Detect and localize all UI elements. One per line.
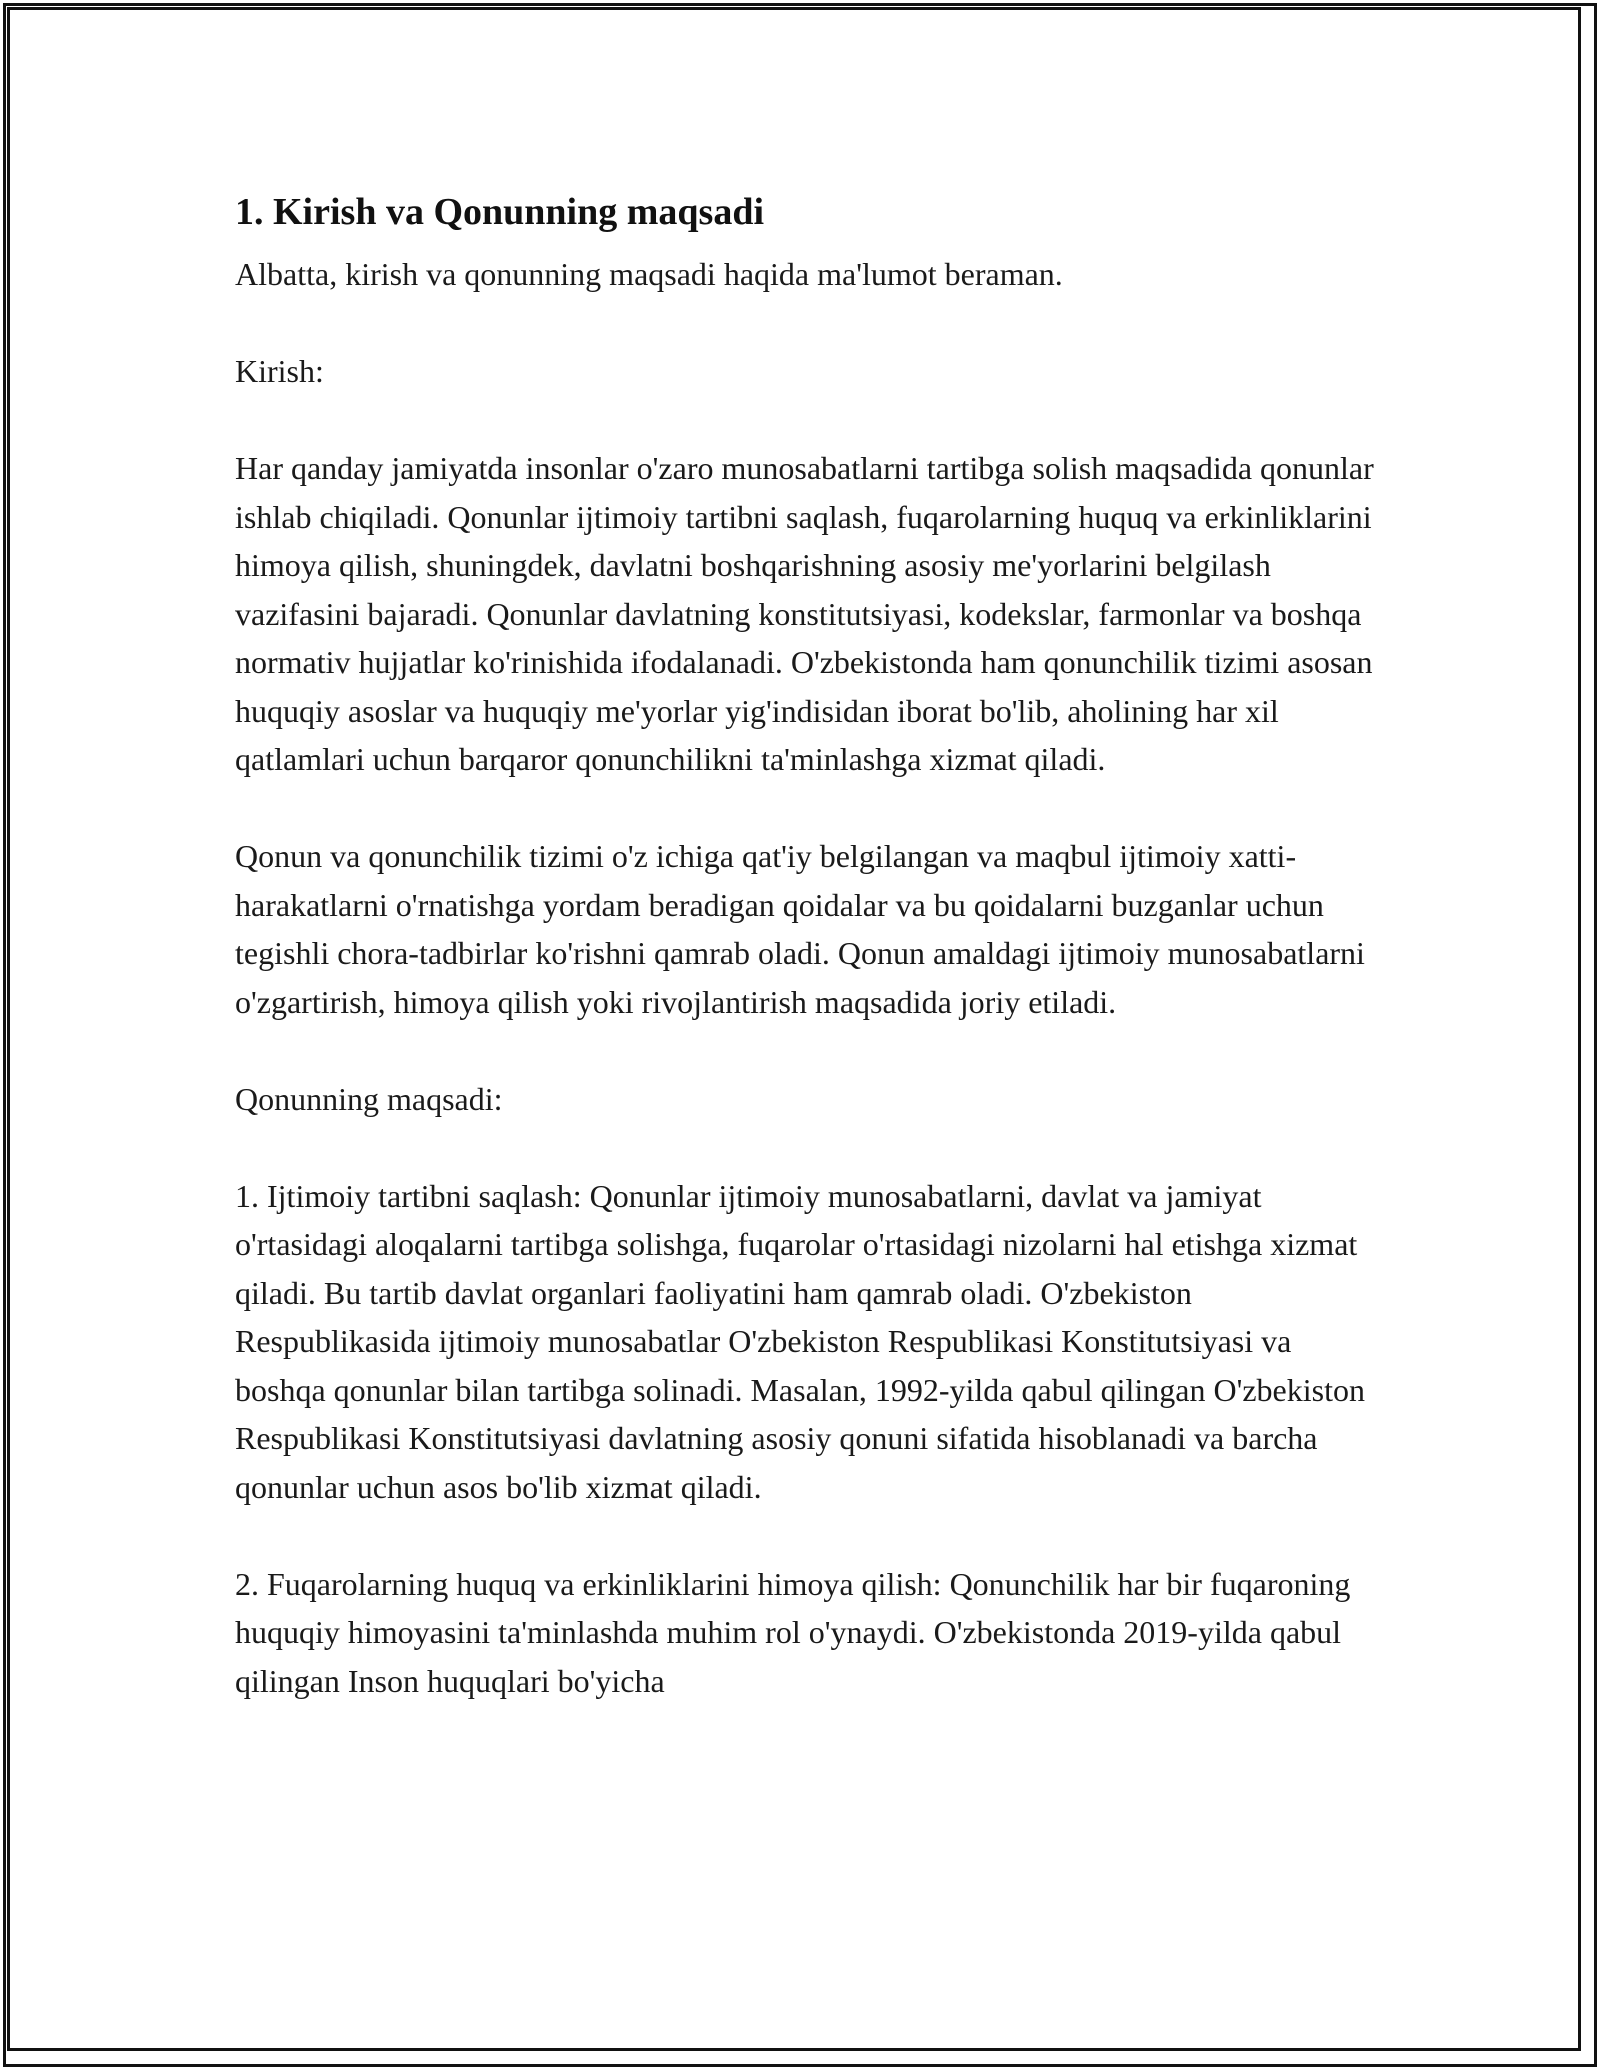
maqsad-item-2: 2. Fuqarolarning huquq va erkinliklarini himoya qilish: Qonunchilik har bir fuqaroning huquqiy himoyasini ta'minlashda muhim rol o'ynaydi. O'zbekistonda 2019-yilda qabul qilingan Inson huquqlari bo'yicha bbox=[235, 1565, 1351, 1699]
intro-paragraph: Albatta, kirish va qonunning maqsadi haqida ma'lumot beraman. bbox=[235, 256, 1063, 292]
maqsad-heading: Qonunning maqsadi: bbox=[235, 1080, 503, 1117]
maqsad-item-1: 1. Ijtimoiy tartibni saqlash: Qonunlar ijtimoiy munosabatlarni, davlat va jamiyat o'rtasidagi aloqalarni tartibga solishga, fuqarolar o'rtasidagi nizolarni hal etishga xizmat qiladi. Bu tartib davlat organlari faoliyatini ham qamrab oladi. O'zbekiston Respublikasida ijtimoiy munosabatlar O'zbekiston Respublikasi Konstitutsiyasi va boshqa qonunlar bilan tartibga solinadi. Masalan, 1992-yilda qabul qilingan O'zbekiston Respublikasi Konstitutsiyasi davlatning asosiy qonuni sifatida hisoblanadi va barcha qonunlar uchun asos bo'lib xizmat qiladi. bbox=[235, 1177, 1365, 1505]
kirish-paragraph-2: Qonun va qonunchilik tizimi o'z ichiga qat'iy belgilangan va maqbul ijtimoiy xatti-harakatlarni o'rnatishga yordam beradigan qoidalar va bu qoidalarni buzganlar uchun tegishli chora-tadbirlar ko'rishni qamrab oladi. Qonun amaldagi ijtimoiy munosabatlarni o'zgartirish, himoya qilish yoki rivojlantirish maqsadida joriy etiladi. bbox=[235, 838, 1365, 1020]
section-title: 1. Kirish va Qonunning maqsadi bbox=[235, 191, 765, 233]
kirish-heading: Kirish: bbox=[235, 353, 324, 389]
document-body bbox=[235, 188, 1385, 1705]
kirish-paragraph-1: Har qanday jamiyatda insonlar o'zaro munosabatlarni tartibga solish maqsadida qonunlar ishlab chiqiladi. Qonunlar ijtimoiy tartibni saqlash, fuqarolarning huquq va erkinliklarini himoya qilish, shuningdek, davlatni boshqarishning asosiy me'yorlarini belgilash vazifasini bajaradi. Qonunlar davlatning konstitutsiyasi, kodekslar, farmonlar va boshqa normativ hujjatlar ko'rinishida ifodalanadi. O'zbekistonda ham qonunchilik tizimi asosan huquqiy asoslar va huquqiy me'yorlar yig'indisidan iborat bo'lib, aholining har xil qatlamlari uchun barqaror qonunchilikni ta'minlashga xizmat qiladi. bbox=[235, 450, 1374, 777]
